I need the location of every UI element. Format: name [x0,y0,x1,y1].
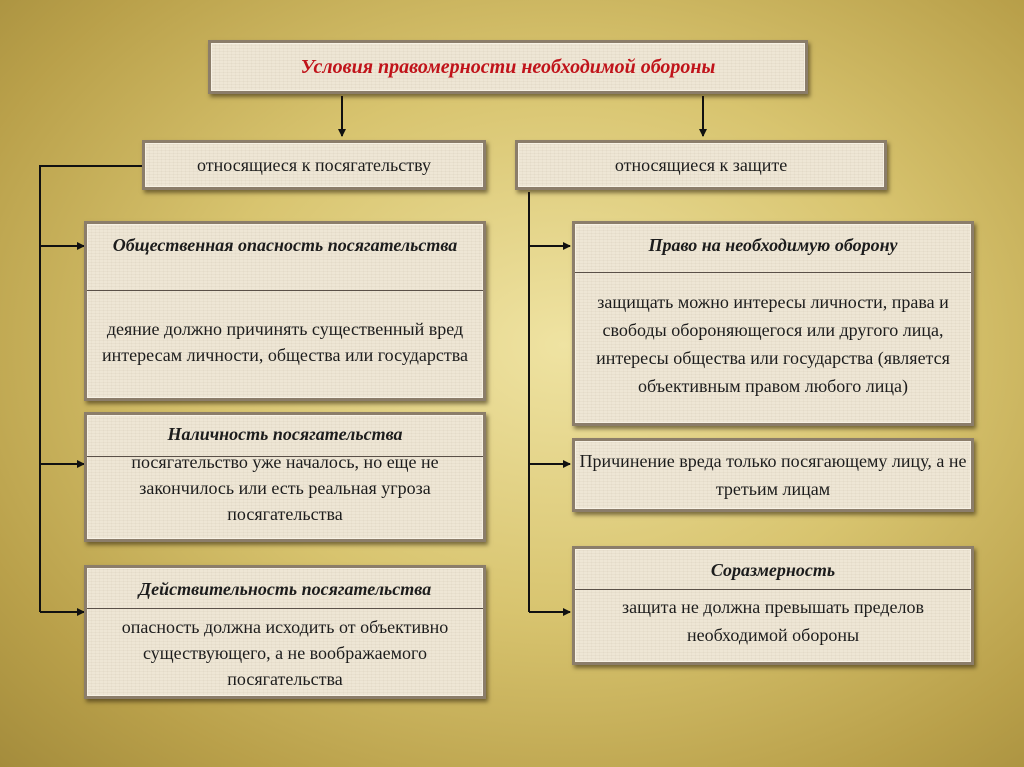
diagram-title: Условия правомерности необходимой обороны [300,55,716,78]
card-divider [575,272,971,273]
card-heading: Наличность посягательства [167,424,403,444]
group-left-box [142,140,486,190]
card-body: защита не должна превышать пределов необходимой обороны [622,597,924,645]
card-public-danger [84,221,486,401]
card-right-to-defense [572,221,974,426]
card-body: защищать можно интересы личности, права и свободы обороняющегося или другого лица, интересы общества или государства (является объективным правом любого лица) [596,292,950,396]
group-right-label: относящиеся к защите [614,154,788,175]
card-proportionality [572,546,974,665]
card-harm-attacker-only [572,438,974,512]
group-left-label: относящиеся к посягательству [197,154,431,175]
group-right-box [515,140,887,190]
card-body: Причинение вреда только посягающему лицу, а не третьим лицам [579,451,967,499]
card-heading: Соразмерность [710,560,836,580]
card-presence [84,412,486,542]
card-heading: Действительность посягательства [138,579,432,599]
card-body: посягательство уже началось, но еще не закончилось или есть реальная угроза посягательства [131,452,439,524]
title-box [208,40,808,94]
card-divider [87,290,483,291]
card-body: опасность должна исходить от объективно существующего, а не воображаемого посягательства [121,617,449,689]
card-heading: Право на необходимую оборону [648,235,898,255]
card-body: деяние должно причинять существенный вред интересам личности, общества или государства [102,319,468,365]
card-divider [87,608,483,609]
card-divider [575,589,971,590]
card-reality [84,565,486,699]
card-heading: Общественная опасность посягательства [112,235,458,255]
